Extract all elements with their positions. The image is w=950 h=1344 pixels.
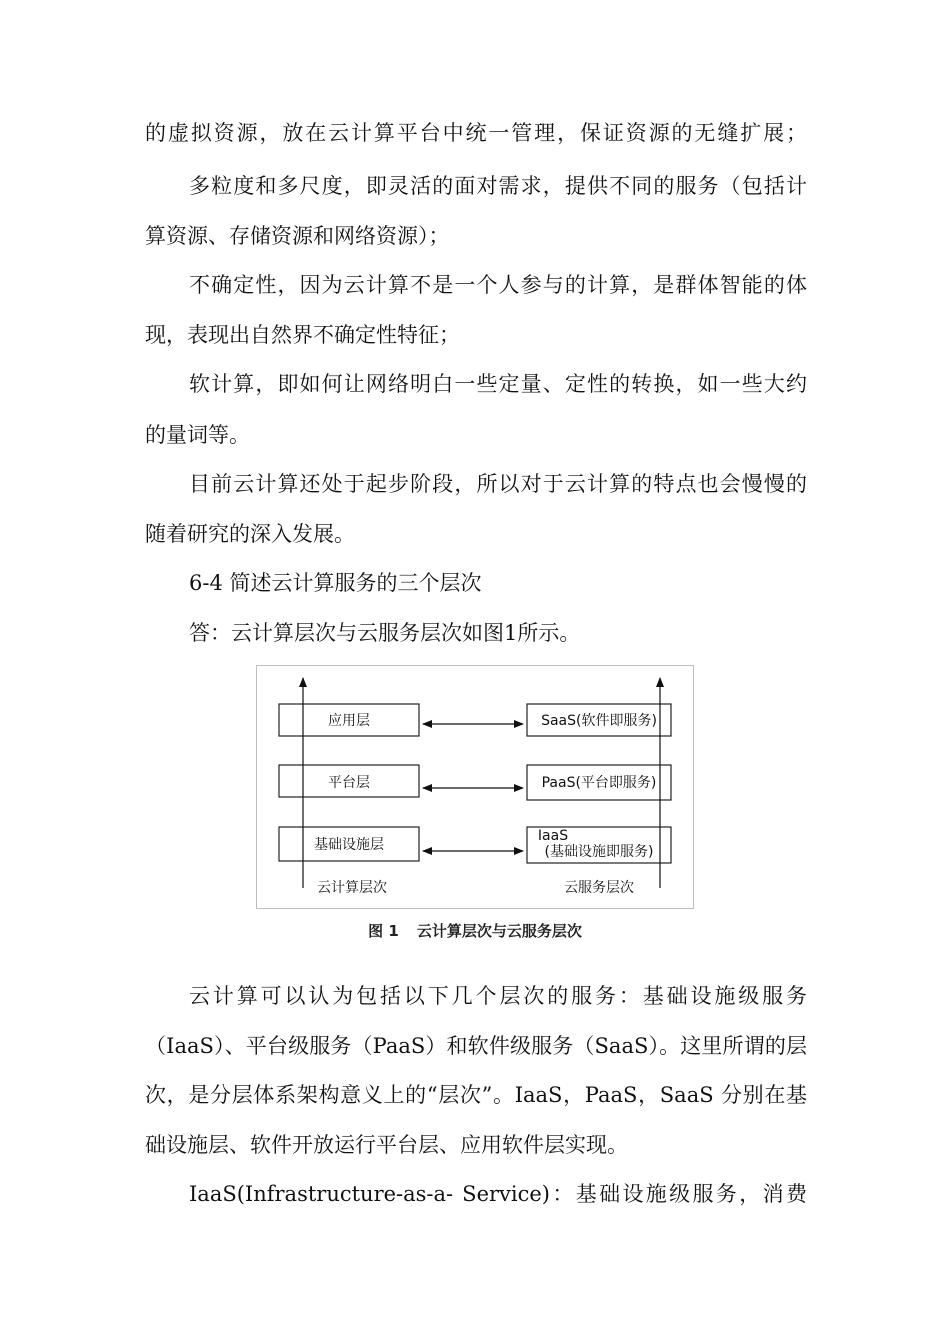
label-platform-layer: 平台层 bbox=[328, 775, 370, 791]
layers-diagram-svg bbox=[257, 666, 693, 908]
paragraph-line: 的量词等。 bbox=[145, 423, 250, 447]
paragraph-line: IaaS(Infrastructure-as-a- Service)：基础设施级服务，消费 bbox=[189, 1182, 807, 1206]
paragraph-line: 现，表现出自然界不确定性特征； bbox=[145, 323, 460, 347]
label-infrastructure-layer: 基础设施层 bbox=[314, 837, 384, 853]
paragraph-line: 础设施层、软件开放运行平台层、应用软件层实现。 bbox=[145, 1133, 628, 1157]
label-iaas: IaaS bbox=[537, 828, 569, 844]
right-axis-label: 云服务层次 bbox=[564, 880, 634, 896]
label-saas: SaaS(软件即服务) bbox=[541, 713, 657, 729]
label-iaas-desc: (基础设施即服务) bbox=[544, 844, 654, 860]
paragraph-line: （IaaS）、平台级服务（PaaS）和软件级服务（SaaS）。这里所谓的层 bbox=[145, 1034, 807, 1058]
figure-caption bbox=[0, 919, 950, 943]
paragraph-line: 次，是分层体系架构意义上的“层次”。IaaS，PaaS，SaaS 分别在基 bbox=[145, 1083, 807, 1107]
left-axis-label: 云计算层次 bbox=[317, 880, 387, 896]
answer-line: 答：云计算层次与云服务层次如图1所示。 bbox=[189, 621, 581, 645]
paragraph-line: 软计算，即如何让网络明白一些定量、定性的转换，如一些大约 bbox=[189, 372, 807, 396]
paragraph-line: 随着研究的深入发展。 bbox=[145, 522, 355, 546]
paragraph-line: 的虚拟资源，放在云计算平台中统一管理，保证资源的无缝扩展； bbox=[145, 121, 807, 145]
label-paas: PaaS(平台即服务) bbox=[541, 775, 657, 791]
paragraph-line: 多粒度和多尺度，即灵活的面对需求，提供不同的服务（包括计 bbox=[189, 174, 807, 198]
label-application-layer: 应用层 bbox=[328, 713, 370, 729]
layers-diagram bbox=[256, 665, 694, 909]
paragraph-line: 云计算可以认为包括以下几个层次的服务：基础设施级服务 bbox=[189, 984, 807, 1008]
paragraph-line: 算资源、存储资源和网络资源）； bbox=[145, 224, 450, 248]
figure-caption-text: 云计算层次与云服务层次 bbox=[416, 922, 582, 940]
paragraph-line: 不确定性，因为云计算不是一个人参与的计算，是群体智能的体 bbox=[189, 273, 807, 297]
section-heading: 6-4 简述云计算服务的三个层次 bbox=[189, 571, 482, 595]
paragraph-line: 目前云计算还处于起步阶段，所以对于云计算的特点也会慢慢的 bbox=[189, 472, 807, 496]
figure-caption-number: 图 1 bbox=[368, 922, 399, 940]
